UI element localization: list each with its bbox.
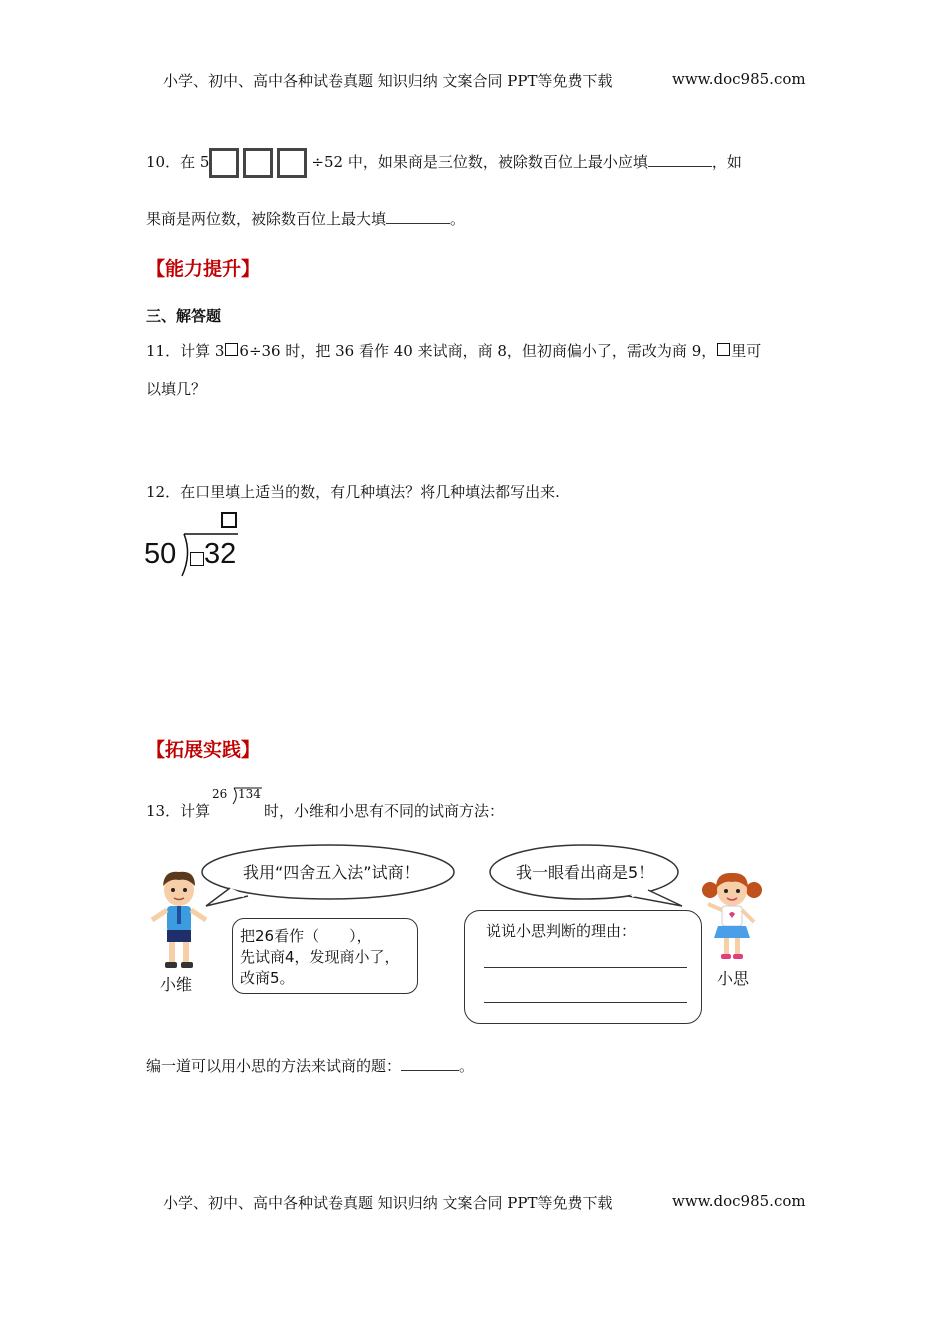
girl-illustration <box>700 868 764 964</box>
bubble-right-text: 我一眼看出商是5！ <box>516 863 655 882</box>
boy-method-line2: 先试商4，发现商小了， <box>240 948 400 966</box>
boy-method-line1: 把26看作（ ）， <box>240 927 372 945</box>
question-12-text: 12．在口里填上适当的数，有几种填法？将几种填法都写出来. <box>146 483 560 501</box>
reason-answer-line-1[interactable] <box>484 967 687 968</box>
answer-blank[interactable] <box>401 1057 459 1071</box>
dividend-box[interactable] <box>190 552 204 566</box>
footer-url: www.doc985.com <box>672 1192 806 1210</box>
footer-text: 小学、初中、高中各种试卷真题 知识归纳 文案合同 PPT等免费下载 <box>163 1194 613 1212</box>
long-division-12 <box>140 508 250 588</box>
question-11-line1: 11．计算 3 6÷36 时，把 36 看作 40 来试商，商 8，但初商偏小了，需改为商 9， 里可 <box>146 342 762 360</box>
header-url: www.doc985.com <box>672 70 806 88</box>
header-text: 小学、初中、高中各种试卷真题 知识归纳 文案合同 PPT等免费下载 <box>163 72 613 90</box>
answer-blank[interactable] <box>386 210 450 224</box>
blank-square[interactable] <box>717 343 730 356</box>
divisor-50: 50 <box>144 538 177 570</box>
long-division-13 <box>210 786 266 816</box>
question-10-line1: 10．在 5 ÷52 中，如果商是三位数，被除数百位上最小应填 ，如 <box>146 146 742 178</box>
section-heading-answers: 三、解答题 <box>146 307 222 325</box>
blank-square[interactable] <box>225 343 238 356</box>
question-13-prefix: 13．计算 <box>146 802 211 820</box>
boy-method-line3: 改商5。 <box>240 969 295 987</box>
question-10-line2: 果商是两位数，被除数百位上最大填 。 <box>146 210 466 228</box>
digit-box[interactable] <box>243 148 273 178</box>
girl-reason-title: 说说小思判断的理由： <box>486 922 637 940</box>
reason-answer-line-2[interactable] <box>484 1002 687 1003</box>
boy-illustration <box>148 868 210 972</box>
digit-box[interactable] <box>277 148 307 178</box>
divisor-26: 26 <box>212 787 228 801</box>
digit-box[interactable] <box>209 148 239 178</box>
question-13-suffix: 时，小维和小思有不同的试商方法： <box>264 802 505 820</box>
girl-name: 小思 <box>717 969 750 988</box>
boy-method-text <box>240 926 400 989</box>
answer-blank[interactable] <box>648 153 712 167</box>
dividend-digits: 32 <box>204 538 237 570</box>
boy-name: 小维 <box>160 975 193 994</box>
section-heading-ability: 【能力提升】 <box>146 258 261 280</box>
bubble-left-text: 我用“四舍五入法”试商！ <box>243 863 420 882</box>
question-11-line2: 以填几？ <box>146 380 207 398</box>
question-13-compose: 编一道可以用小思的方法来试商的题： 。 <box>146 1057 475 1075</box>
dividend-134: 134 <box>238 787 261 801</box>
section-heading-expand: 【拓展实践】 <box>146 739 261 761</box>
